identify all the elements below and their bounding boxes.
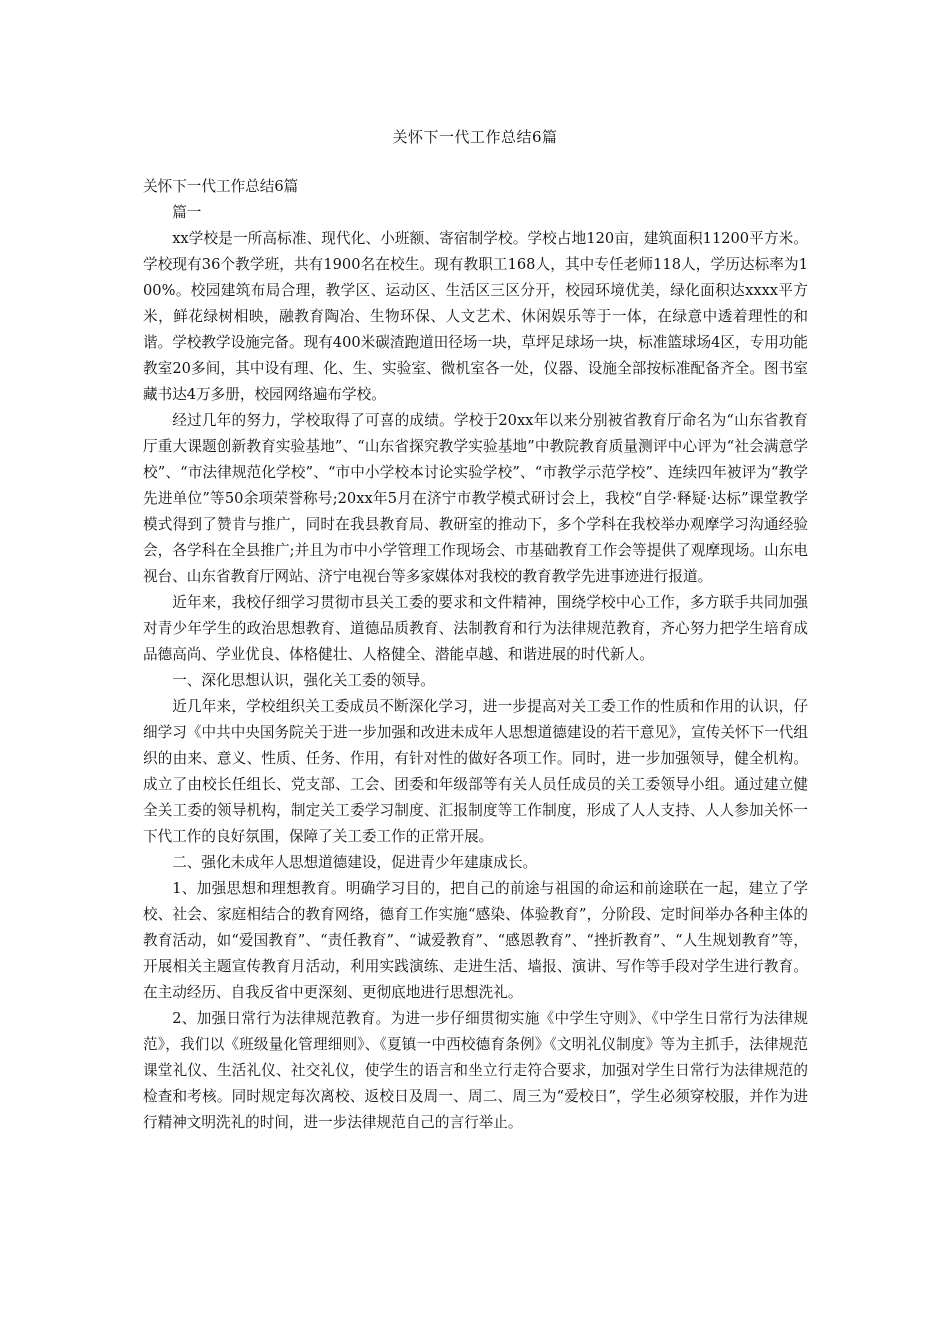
section-label: 篇一 [172,204,202,221]
document-heading: 关怀下一代工作总结6篇 [143,178,299,195]
paragraph: 1、加强思想和理想教育。明确学习目的，把自己的前途与祖国的命运和前途联在一起，建立了学校、社会、家庭相结合的教育网络，德育工作实施“感染、体验教育”，分阶段、定时间举办各种主体的教育活动，如“爱国教育”、“责任教育”、“诚爱教育”、“感恩教育”、“挫折教育”、“人生规划教育”等，开展相关主题宣传教育月活动，利用实践演练、走进生活、墙报、演讲、写作等手段对学生进行教育。在主动经历、自我反省中更深刻、更彻底地进行思想洗礼。 [143,880,808,1001]
paragraph: 近年来，我校仔细学习贯彻市县关工委的要求和文件精神，围绕学校中心工作，多方联手共同加强对青少年学生的政治思想教育、道德品质教育、法制教育和行为法律规范教育，齐心努力把学生培育成品德高尚、学业优良、体格健壮、人格健全、潜能卓越、和谐进展的时代新人。 [143,594,808,663]
paragraph: 经过几年的努力，学校取得了可喜的成绩。学校于20xx年以来分别被省教育厅命名为“山东省教育厅重大课题创新教育实验基地”、“山东省探究教学实验基地”中教院教育质量测评中心评为“社会满意学校”、“市法律规范化学校”、“市中小学校本讨论实验学校”、“市教学示范学校”、连续四年被评为“教学先进单位”等50余项荣誉称号;20xx年5月在济宁市教学模式研讨会上，我校“自学·释疑·达标”课堂教学模式得到了赞肯与推广，同时在我县教育局、教研室的推动下，多个学科在我校举办观摩学习沟通经验会，各学科在全县推广;并且为市中小学管理工作现场会、市基础教育工作会等提供了观摩现场。山东电视台、山东省教育厅网站、济宁电视台等多家媒体对我校的教育教学先进事迹进行报道。 [143,412,808,585]
paragraph: 近几年来，学校组织关工委成员不断深化学习，进一步提高对关工委工作的性质和作用的认识，仔细学习《中共中央国务院关于进一步加强和改进未成年人思想道德建设的若干意见》，宣传关怀下一代组织的由来、意义、性质、任务、作用，有针对性的做好各项工作。同时，进一步加强领导，健全机构。成立了由校长任组长、党支部、工会、团委和年级部等有关人员任成员的关工委领导小组。通过建立健全关工委的领导机构，制定关工委学习制度、汇报制度等工作制度，形成了人人支持、人人参加关怀一下代工作的良好氛围，保障了关工委工作的正常开展。 [143,698,808,845]
document-title: 关怀下一代工作总结6篇 [392,128,558,146]
section-heading: 一、深化思想认识，强化关工委的领导。 [172,672,435,689]
document-body [143,174,808,1136]
section-heading: 二、强化未成年人思想道德建设，促进青少年建康成长。 [172,854,538,871]
paragraph: 2、加强日常行为法律规范教育。为进一步仔细贯彻实施《中学生守则》、《中学生日常行为法律规范》，我们以《班级量化管理细则》、《夏镇一中西校德育条例》《文明礼仪制度》等为主抓手，法律规范课堂礼仪、生活礼仪、社交礼仪，使学生的语言和坐立行走符合要求，加强对学生日常行为法律规范的检查和考核。同时规定每次离校、返校日及周一、周二、周三为“爱校日”，学生必须穿校服，并作为进行精神文明洗礼的时间，进一步法律规范自己的言行举止。 [143,1010,808,1131]
paragraph: xx学校是一所高标准、现代化、小班额、寄宿制学校。学校占地120亩，建筑面积11200平方米。学校现有36个教学班，共有1900名在校生。现有教职工168人，其中专任老师118人，学历达标率为100%。校园建筑布局合理，教学区、运动区、生活区三区分开，校园环境优美，绿化面积达xxxx平方米，鲜花绿树相映，融教育陶冶、生物环保、人文艺术、休闲娱乐等于一体，在绿意中透着理性的和谐。学校教学设施完备。现有400米碳渣跑道田径场一块，草坪足球场一块，标准篮球场4区，专用功能教室20多间，其中设有理、化、生、实验室、微机室各一处，仪器、设施全部按标准配备齐全。图书室藏书达4万多册，校园网络遍布学校。 [143,230,808,403]
